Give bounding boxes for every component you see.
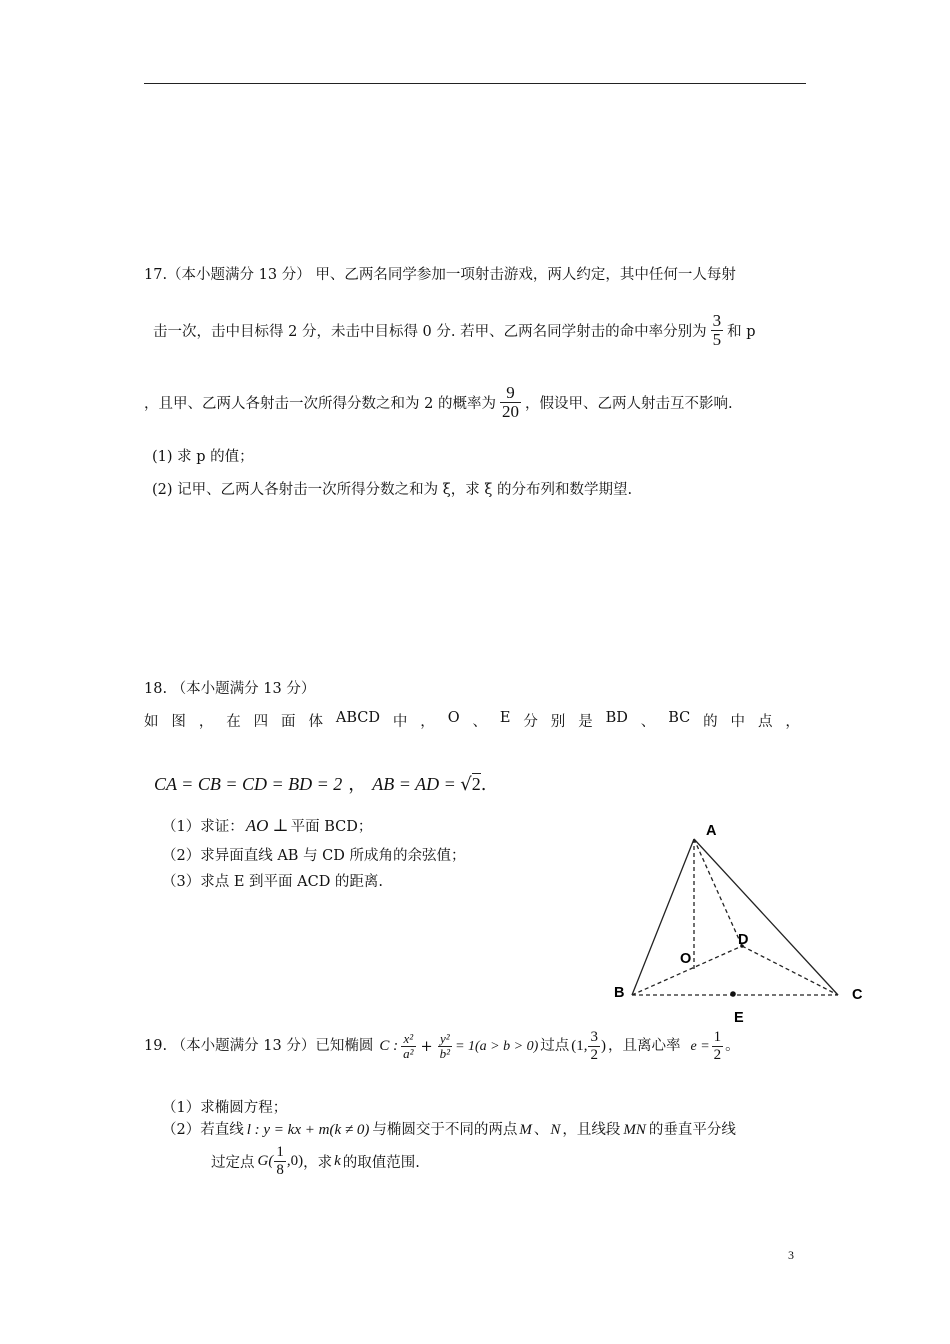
q17-line1: 17.（本小题满分 13 分） 甲、乙两名同学参加一项射击游戏，两人约定，其中任何一人每射 (144, 267, 736, 283)
q17-line2-post: 和 p (727, 324, 756, 341)
q18-line1-token: 图 (171, 714, 186, 730)
q19-part3-post: 的取值范围. (342, 1155, 420, 1172)
frac-numerator: 1 (276, 1144, 284, 1160)
q18-sqrt-arg: 2 (471, 774, 481, 794)
q18-line1-token: ， (198, 714, 214, 730)
frac-denominator: b² (439, 1045, 451, 1061)
q19-k: k (334, 1153, 341, 1170)
q18-line1-token: 、 (640, 714, 656, 730)
q19-pass: 过点 (540, 1038, 570, 1054)
frac-denominator: a² (403, 1045, 414, 1061)
frac-denominator: 20 (501, 401, 519, 421)
sqrt-icon: √ (460, 774, 472, 795)
q18-line1-token: 中 (730, 714, 746, 730)
q18-line1-token: 中 (392, 714, 408, 730)
q19-part2-prefix: （2）若直线 (162, 1122, 244, 1138)
q19-G-post: ,0) (286, 1153, 304, 1170)
q18-line1-token: 面 (281, 714, 296, 730)
q19-frac-1-2 (712, 1030, 724, 1063)
q17-line2 (153, 312, 756, 350)
q18-line1-token: BC (668, 710, 691, 726)
q18-line1-token: BD (605, 710, 628, 726)
q18-line1 (144, 710, 800, 731)
q19-frac-1-8 (274, 1145, 286, 1178)
q19-segment-MN: MN (623, 1122, 646, 1138)
q19-part3-mid: ，求 (303, 1155, 333, 1172)
q18-line1-token: E (499, 710, 511, 726)
frac-denominator: 2 (713, 1046, 722, 1063)
q18-eq-sep: ， (348, 774, 367, 795)
q18-part1-post: 平面 BCD； (290, 819, 373, 835)
q18-eq-left: CA = CB = CD = BD = 2 (154, 774, 343, 794)
frac-numerator: 9 (500, 384, 521, 403)
q19-part1: （1）求椭圆方程； (162, 1100, 288, 1116)
q19-point-pre: (1, (571, 1038, 588, 1055)
q19-end: 。 (725, 1038, 740, 1054)
q19-C: C : (379, 1038, 399, 1055)
q18-line1-token: ， (420, 714, 435, 730)
q19-part2-mid: 与椭圆交于不同的两点 (372, 1122, 518, 1138)
q18-part1 (162, 815, 372, 836)
q19-frac-y2-b2 (438, 1032, 452, 1061)
frac-numerator: 3 (712, 311, 722, 330)
label-C: C (852, 987, 863, 1003)
q18-part2: （2）求异面直线 AB 与 CD 所成角的余弦值； (162, 848, 466, 864)
frac-numerator: 3 (590, 1029, 598, 1045)
q18-line1-token: 、 (472, 714, 487, 730)
q18-line1-token: 四 (253, 714, 269, 730)
q17-part2: (2) 记甲、乙两人各射击一次所得分数之和为 ξ，求 ξ 的分布列和数学期望. (152, 482, 633, 498)
frac-denominator: 5 (712, 329, 722, 349)
label-A: A (706, 823, 717, 839)
q18-line1-token: O (447, 710, 460, 726)
q17-part1: (1) 求 p 的值； (152, 449, 254, 465)
q18-eq-right: AB = AD = (372, 774, 461, 794)
point-E (730, 991, 736, 997)
frac-numerator: y² (438, 1032, 452, 1047)
q19-point-M: M (519, 1122, 532, 1138)
q19-G: G( (257, 1153, 274, 1170)
q17-frac-9-20 (500, 384, 521, 422)
q18-line1-token: 点 (757, 714, 773, 730)
q18-line1-token: 如 (144, 714, 159, 730)
frac-denominator: 8 (276, 1161, 284, 1178)
q18-part3: （3）求点 E 到平面 ACD 的距离. (162, 874, 384, 890)
q18-line1-token: 别 (550, 714, 566, 730)
q19-frac-x2-a2 (401, 1032, 415, 1061)
q19-part3-prefix: 过定点 (211, 1155, 255, 1172)
q19-dun: 、 (533, 1122, 549, 1138)
q19-title: 19. （本小题满分 13 分）已知椭圆 (144, 1038, 374, 1054)
q18-line1-token: 分 (523, 714, 538, 730)
label-E: E (734, 1010, 744, 1025)
q19-part2 (162, 1118, 736, 1139)
q18-part1-prefix: （1）求证： (162, 819, 244, 835)
q19-point-N: N (550, 1122, 561, 1138)
q19-eq-rest: = 1(a > b > 0) (455, 1038, 539, 1054)
q17-line3-text: ，且甲、乙两人各射击一次所得分数之和为 2 的概率为 (144, 396, 496, 413)
q18-line1-token: ， (785, 714, 800, 730)
edge-AD (694, 839, 742, 946)
q18-eq-end: . (480, 774, 487, 795)
q18-title: 18. （本小题满分 13 分） (144, 681, 316, 697)
q18-line1-token: 是 (578, 714, 593, 730)
q19-line-eq: l : y = kx + m(k ≠ 0) (246, 1122, 370, 1138)
q18-line1-token: 体 (308, 714, 323, 730)
q19-plus: + (420, 1038, 433, 1055)
edge-DC (742, 946, 838, 995)
page-number: 3 (788, 1248, 794, 1262)
q19-part2-post: 的垂直平分线 (648, 1122, 736, 1138)
q17-line2-text: 击一次，击中目标得 2 分，未击中目标得 0 分. 若甲、乙两名同学射击的命中率分别为 (153, 324, 707, 341)
q18-equation (154, 770, 486, 796)
q17-line3 (144, 384, 733, 422)
header-rule (144, 83, 806, 84)
q18-line1-token: 的 (703, 714, 718, 730)
frac-numerator: x² (401, 1032, 415, 1047)
q18-line1-token: ABCD (335, 710, 380, 726)
q19-line1 (144, 1030, 740, 1063)
frac-numerator: 1 (713, 1029, 722, 1045)
q19-e-lhs: e = (690, 1038, 710, 1054)
edge-AC (694, 839, 838, 995)
label-D: D (738, 932, 749, 948)
q18-part1-math: AO ⊥ (245, 815, 289, 835)
q17-frac-3-5 (711, 312, 724, 350)
q19-eccentricity-text: ，且离心率 (607, 1038, 681, 1054)
frac-denominator: 2 (590, 1046, 598, 1063)
label-O: O (680, 951, 692, 967)
q19-point-post: ) (600, 1038, 606, 1055)
label-B: B (614, 985, 625, 1001)
q19-part2-mid2: ，且线段 (562, 1122, 621, 1138)
q17-line3-post: ，假设甲、乙两人射击互不影响. (524, 396, 733, 413)
q19-part2-cont (211, 1145, 420, 1178)
q19-frac-3-2 (588, 1030, 600, 1063)
tetrahedron-figure (600, 815, 880, 1025)
q18-line1-token: 在 (226, 714, 241, 730)
